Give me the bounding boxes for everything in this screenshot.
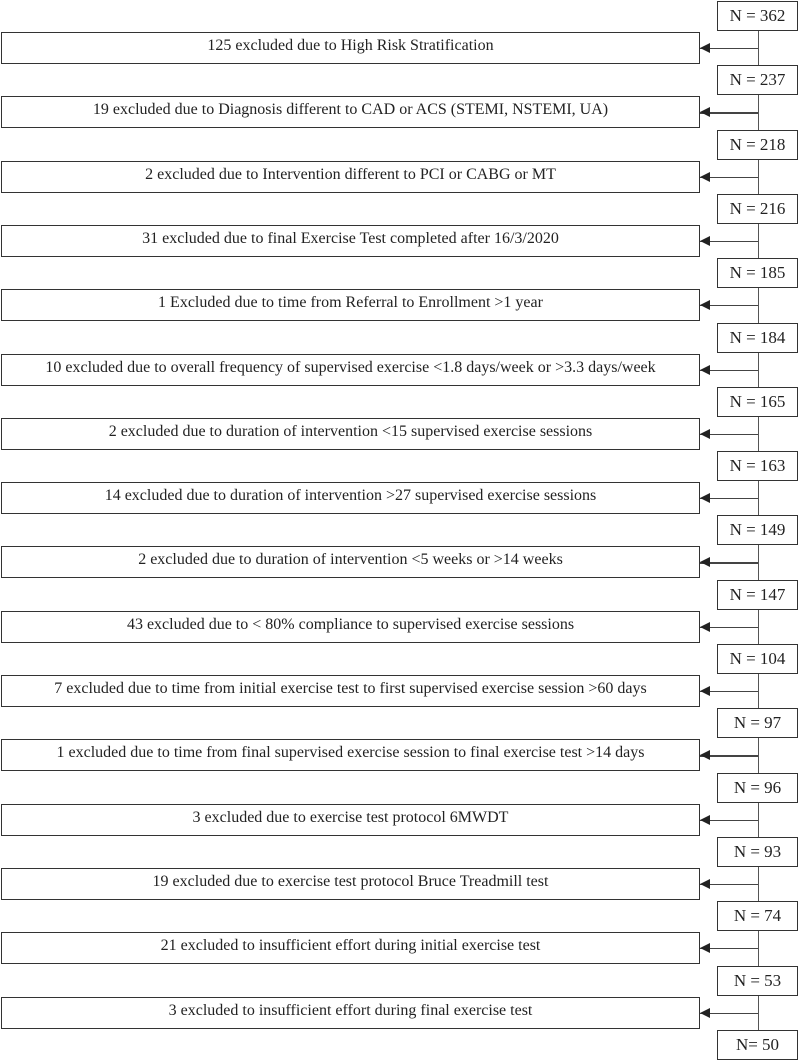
sample-count-box: N = 185 xyxy=(717,258,798,288)
arrow-left-icon xyxy=(700,434,758,435)
exclusion-box: 14 excluded due to duration of intervention >27 supervised exercise sessions xyxy=(1,482,700,514)
arrow-left-icon xyxy=(700,627,758,628)
sample-count-box: N = 237 xyxy=(717,65,798,95)
exclusion-box: 125 excluded due to High Risk Stratification xyxy=(1,32,700,64)
arrow-left-icon xyxy=(700,241,758,242)
arrow-left-icon xyxy=(700,177,758,178)
sample-count-box: N = 216 xyxy=(717,194,798,224)
sample-count-box: N = 149 xyxy=(717,515,798,545)
exclusion-box: 43 excluded due to < 80% compliance to supervised exercise sessions xyxy=(1,611,700,643)
sample-count-box: N = 93 xyxy=(717,837,798,867)
arrow-left-icon xyxy=(700,948,758,949)
arrow-left-icon xyxy=(700,1013,758,1014)
exclusion-box: 1 Excluded due to time from Referral to Enrollment >1 year xyxy=(1,289,700,321)
arrow-left-icon xyxy=(700,498,758,499)
exclusion-box: 3 excluded to insufficient effort during final exercise test xyxy=(1,997,700,1029)
arrow-left-icon xyxy=(700,562,758,563)
sample-count-box: N = 165 xyxy=(717,387,798,417)
sample-count-box: N = 184 xyxy=(717,323,798,353)
sample-count-box: N = 104 xyxy=(717,644,798,674)
sample-count-box: N= 50 xyxy=(717,1030,798,1060)
sample-count-box: N = 53 xyxy=(717,966,798,996)
exclusion-box: 1 excluded due to time from final supervised exercise session to final exercise test >14 days xyxy=(1,739,700,771)
exclusion-box: 2 excluded due to Intervention different to PCI or CABG or MT xyxy=(1,161,700,193)
sample-count-box: N = 97 xyxy=(717,708,798,738)
sample-count-box: N = 147 xyxy=(717,580,798,610)
arrow-left-icon xyxy=(700,112,758,113)
arrow-left-icon xyxy=(700,820,758,821)
exclusion-box: 21 excluded to insufficient effort during initial exercise test xyxy=(1,932,700,964)
exclusion-box: 2 excluded due to duration of intervention <15 supervised exercise sessions xyxy=(1,418,700,450)
arrow-left-icon xyxy=(700,691,758,692)
arrow-left-icon xyxy=(700,884,758,885)
exclusion-box: 3 excluded due to exercise test protocol 6MWDT xyxy=(1,804,700,836)
arrow-left-icon xyxy=(700,755,758,756)
sample-count-box: N = 74 xyxy=(717,901,798,931)
arrow-left-icon xyxy=(700,305,758,306)
exclusion-box: 19 excluded due to exercise test protocol Bruce Treadmill test xyxy=(1,868,700,900)
exclusion-box: 19 excluded due to Diagnosis different to CAD or ACS (STEMI, NSTEMI, UA) xyxy=(1,96,700,128)
exclusion-box: 7 excluded due to time from initial exercise test to first supervised exercise session >60 days xyxy=(1,675,700,707)
exclusion-box: 31 excluded due to final Exercise Test completed after 16/3/2020 xyxy=(1,225,700,257)
sample-count-box: N = 96 xyxy=(717,773,798,803)
sample-count-box: N = 163 xyxy=(717,451,798,481)
sample-count-box: N = 218 xyxy=(717,130,798,160)
arrow-left-icon xyxy=(700,370,758,371)
exclusion-box: 2 excluded due to duration of intervention <5 weeks or >14 weeks xyxy=(1,546,700,578)
arrow-left-icon xyxy=(700,48,758,49)
exclusion-box: 10 excluded due to overall frequency of supervised exercise <1.8 days/week or >3.3 days/week xyxy=(1,354,700,386)
sample-count-box: N = 362 xyxy=(717,1,798,31)
